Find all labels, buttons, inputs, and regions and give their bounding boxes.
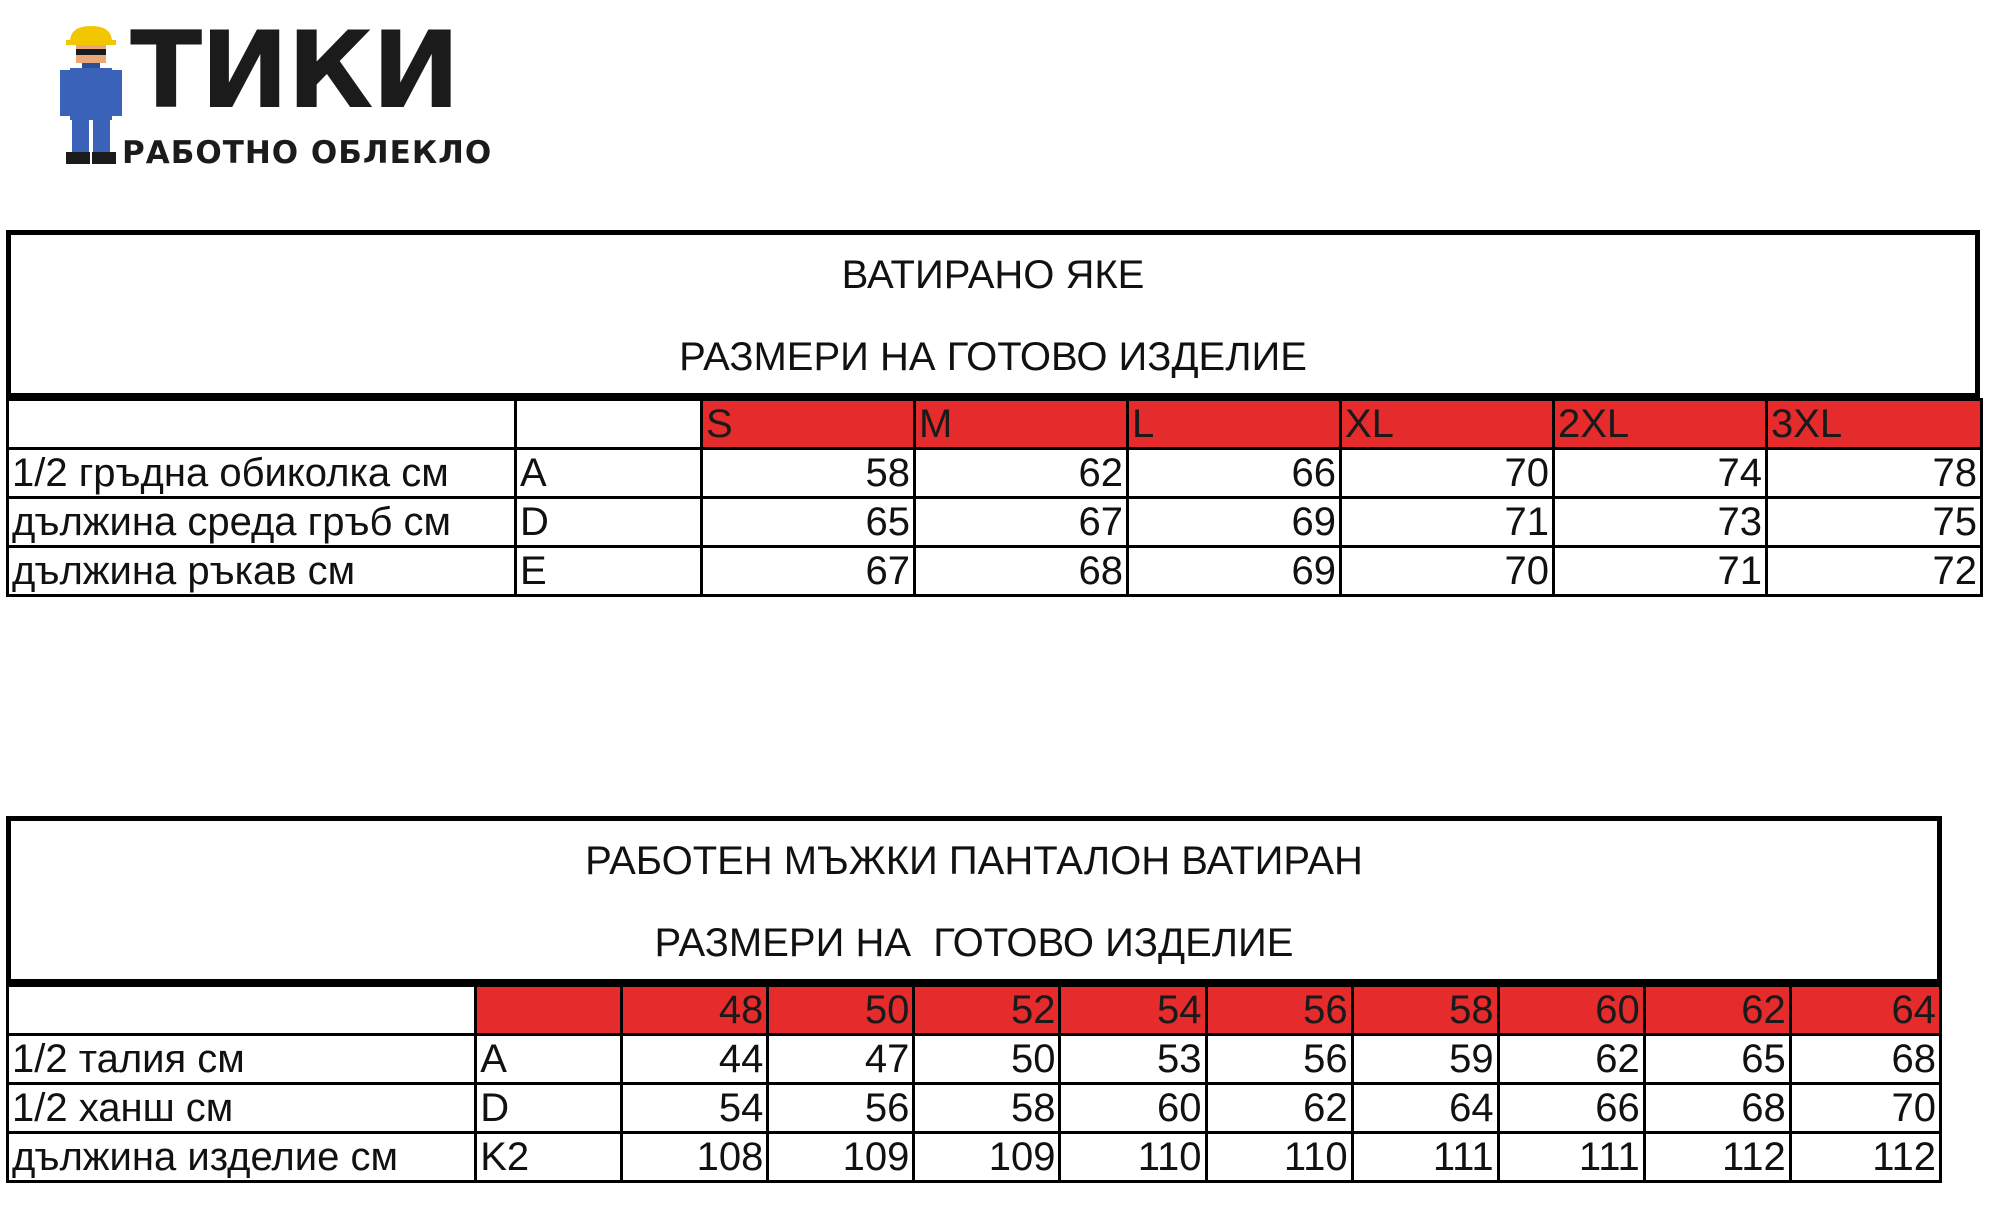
measurement-code: E: [516, 547, 702, 596]
value-cell: 74: [1554, 449, 1767, 498]
logo-tagline: РАБОТНО ОБЛЕКЛО: [122, 135, 493, 171]
pants-title-box: [6, 816, 1942, 984]
size-header-cell: XL: [1341, 400, 1554, 449]
measurement-code: A: [516, 449, 702, 498]
size-header-cell: 54: [1060, 986, 1206, 1035]
size-header-cell: M: [915, 400, 1128, 449]
value-cell: 68: [915, 547, 1128, 596]
value-cell: 66: [1498, 1084, 1644, 1133]
value-cell: 111: [1498, 1133, 1644, 1182]
value-cell: 73: [1554, 498, 1767, 547]
value-cell: 65: [702, 498, 915, 547]
value-cell: 58: [914, 1084, 1060, 1133]
brand-logo: [56, 9, 526, 174]
value-cell: 58: [702, 449, 915, 498]
pants-subtitle: РАЗМЕРИ НА ГОТОВО ИЗДЕЛИЕ: [654, 921, 1294, 965]
value-cell: 112: [1790, 1133, 1940, 1182]
measurement-label: дължина изделие см: [8, 1133, 476, 1182]
value-cell: 71: [1554, 547, 1767, 596]
value-cell: 68: [1790, 1035, 1940, 1084]
size-header-cell: 3XL: [1767, 400, 1982, 449]
table-row: [8, 547, 1982, 596]
value-cell: 109: [914, 1133, 1060, 1182]
size-header-cell: 62: [1644, 986, 1790, 1035]
table-row: [8, 449, 1982, 498]
measurement-label: 1/2 ханш см: [8, 1084, 476, 1133]
measurement-code: D: [516, 498, 702, 547]
value-cell: 67: [702, 547, 915, 596]
header-cell: [516, 400, 702, 449]
table-row: [8, 1133, 1941, 1182]
value-cell: 65: [1644, 1035, 1790, 1084]
value-cell: 66: [1128, 449, 1341, 498]
size-header-cell: 60: [1498, 986, 1644, 1035]
size-header-cell: 2XL: [1554, 400, 1767, 449]
size-header-cell: 56: [1206, 986, 1352, 1035]
table-row: [8, 498, 1982, 547]
value-cell: 70: [1341, 547, 1554, 596]
jacket-size-grid: [6, 398, 1983, 597]
pants-size-table: [6, 816, 1942, 1183]
value-cell: 110: [1060, 1133, 1206, 1182]
size-header-cell: 52: [914, 986, 1060, 1035]
value-cell: 69: [1128, 547, 1341, 596]
value-cell: 111: [1352, 1133, 1498, 1182]
value-cell: 50: [914, 1035, 1060, 1084]
value-cell: 60: [1060, 1084, 1206, 1133]
size-header-cell: 64: [1790, 986, 1940, 1035]
value-cell: 53: [1060, 1035, 1206, 1084]
jacket-header-row: [8, 400, 1982, 449]
measurement-code: A: [476, 1035, 622, 1084]
value-cell: 69: [1128, 498, 1341, 547]
jacket-subtitle: РАЗМЕРИ НА ГОТОВО ИЗДЕЛИЕ: [679, 335, 1307, 379]
value-cell: 108: [622, 1133, 768, 1182]
value-cell: 47: [768, 1035, 914, 1084]
size-header-cell: 50: [768, 986, 914, 1035]
value-cell: 59: [1352, 1035, 1498, 1084]
measurement-code: K2: [476, 1133, 622, 1182]
table-row: [8, 1035, 1941, 1084]
value-cell: 62: [1498, 1035, 1644, 1084]
jacket-title: ВАТИРАНО ЯКЕ: [841, 253, 1145, 297]
value-cell: 112: [1644, 1133, 1790, 1182]
pants-title: РАБОТЕН МЪЖКИ ПАНТАЛОН ВАТИРАН: [585, 839, 1363, 883]
pants-size-grid: [6, 984, 1942, 1183]
value-cell: 67: [915, 498, 1128, 547]
header-cell: [8, 986, 476, 1035]
size-header-cell: 48: [622, 986, 768, 1035]
header-cell: [8, 400, 516, 449]
size-header-cell: L: [1128, 400, 1341, 449]
pants-header-row: [8, 986, 1941, 1035]
size-header-cell: S: [702, 400, 915, 449]
table-row: [8, 1084, 1941, 1133]
value-cell: 56: [768, 1084, 914, 1133]
value-cell: 54: [622, 1084, 768, 1133]
worker-figure-icon: [56, 24, 126, 174]
value-cell: 56: [1206, 1035, 1352, 1084]
measurement-label: 1/2 гръдна обиколка см: [8, 449, 516, 498]
measurement-label: дължина среда гръб см: [8, 498, 516, 547]
value-cell: 62: [1206, 1084, 1352, 1133]
value-cell: 71: [1341, 498, 1554, 547]
value-cell: 78: [1767, 449, 1982, 498]
value-cell: 70: [1790, 1084, 1940, 1133]
header-cell: [476, 986, 622, 1035]
value-cell: 72: [1767, 547, 1982, 596]
value-cell: 62: [915, 449, 1128, 498]
value-cell: 109: [768, 1133, 914, 1182]
jacket-title-box: [6, 230, 1980, 398]
measurement-code: D: [476, 1084, 622, 1133]
measurement-label: 1/2 талия см: [8, 1035, 476, 1084]
value-cell: 44: [622, 1035, 768, 1084]
value-cell: 70: [1341, 449, 1554, 498]
value-cell: 68: [1644, 1084, 1790, 1133]
value-cell: 110: [1206, 1133, 1352, 1182]
size-header-cell: 58: [1352, 986, 1498, 1035]
jacket-size-table: [6, 230, 1980, 597]
measurement-label: дължина ръкав см: [8, 547, 516, 596]
value-cell: 64: [1352, 1084, 1498, 1133]
value-cell: 75: [1767, 498, 1982, 547]
logo-brand-text: ТИКИ: [130, 9, 459, 132]
